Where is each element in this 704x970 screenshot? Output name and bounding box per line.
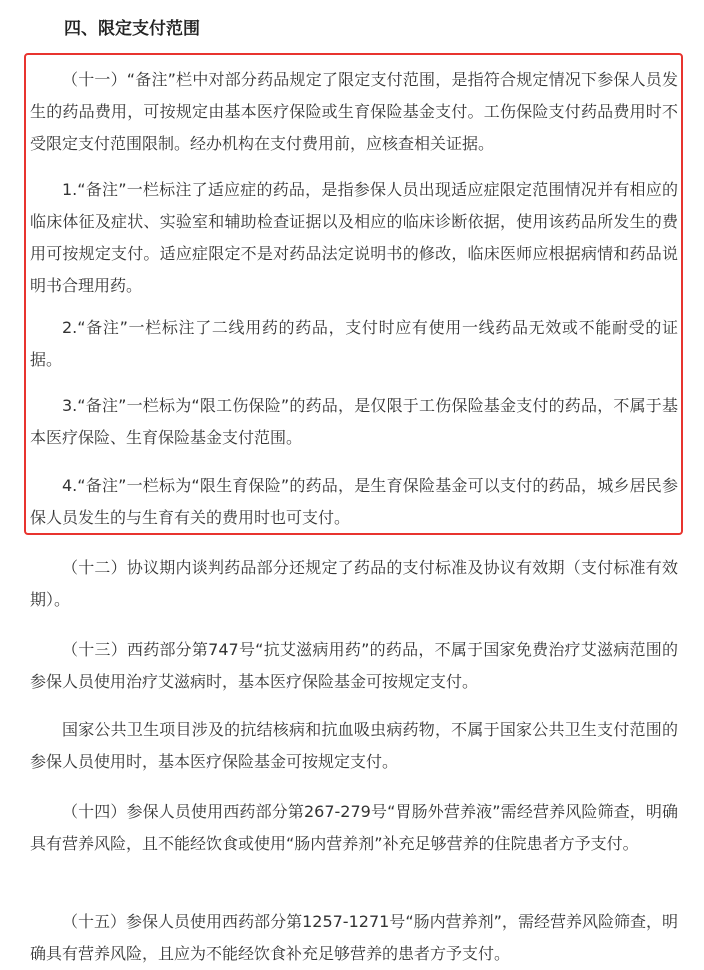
section-heading: 四、限定支付范围 <box>64 19 200 39</box>
paragraph-thirteen: （十三）西药部分第747号“抗艾滋病用药”的药品，不属于国家免费治疗艾滋病范围的参保人员使用治疗艾滋病时，基本医疗保险基金可按规定支付。 <box>30 640 678 691</box>
note-item-1: 1.“备注”一栏标注了适应症的药品，是指参保人员出现适应症限定范围情况并有相应的临床体征及症状、实验室和辅助检查证据以及相应的临床诊断依据，使用该药品所发生的费用可按规定支付。适应症限定不是对药品法定说明书的修改，临床医师应根据病情和药品说明书合理用药。 <box>30 180 678 295</box>
paragraph-public-health: 国家公共卫生项目涉及的抗结核病和抗血吸虫病药物，不属于国家公共卫生支付范围的参保人员使用时，基本医疗保险基金可按规定支付。 <box>30 720 678 771</box>
paragraph-twelve: （十二）协议期内谈判药品部分还规定了药品的支付标准及协议有效期（支付标准有效期）。 <box>30 558 678 609</box>
note-item-2: 2.“备注”一栏标注了二线用药的药品，支付时应有使用一线药品无效或不能耐受的证据。 <box>30 318 678 369</box>
paragraph-eleven: （十一）“备注”栏中对部分药品规定了限定支付范围，是指符合规定情况下参保人员发生的药品费用，可按规定由基本医疗保险或生育保险基金支付。工伤保险支付药品费用时不受限定支付范围限制。经办机构在支付费用前，应核查相关证据。 <box>30 70 678 153</box>
note-item-3: 3.“备注”一栏标为“限工伤保险”的药品，是仅限于工伤保险基金支付的药品，不属于基本医疗保险、生育保险基金支付范围。 <box>30 396 678 447</box>
note-item-4: 4.“备注”一栏标为“限生育保险”的药品，是生育保险基金可以支付的药品，城乡居民参保人员发生的与生育有关的费用时也可支付。 <box>30 476 678 527</box>
paragraph-fourteen: （十四）参保人员使用西药部分第267-279号“胃肠外营养液”需经营养风险筛查，明确具有营养风险，且不能经饮食或使用“肠内营养剂”补充足够营养的住院患者方予支付。 <box>30 802 678 853</box>
paragraph-fifteen: （十五）参保人员使用西药部分第1257-1271号“肠内营养剂”，需经营养风险筛查，明确具有营养风险，且应为不能经饮食补充足够营养的患者方予支付。 <box>30 912 678 963</box>
